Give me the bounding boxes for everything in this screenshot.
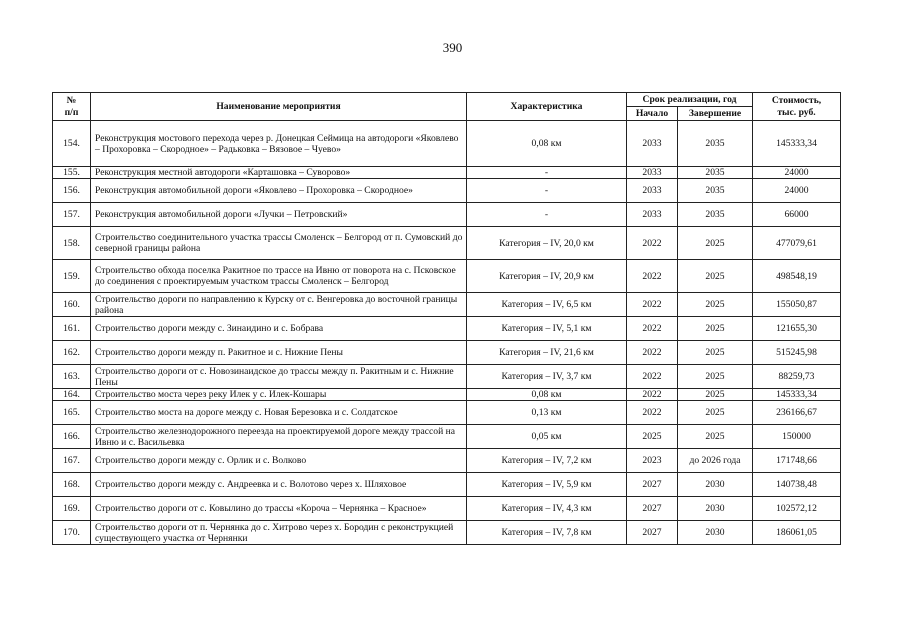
row-end-year: 2025 bbox=[678, 317, 753, 341]
table-row bbox=[53, 317, 841, 341]
row-start-year: 2027 bbox=[627, 521, 678, 545]
row-start-year: 2027 bbox=[627, 497, 678, 521]
row-start-year: 2025 bbox=[627, 425, 678, 449]
row-number: 154. bbox=[53, 121, 91, 167]
row-number: 157. bbox=[53, 203, 91, 227]
table-row bbox=[53, 121, 841, 167]
row-characteristic: 0,13 км bbox=[467, 401, 627, 425]
row-cost: 515245,98 bbox=[753, 341, 841, 365]
row-end-year: 2025 bbox=[678, 260, 753, 293]
table-row bbox=[53, 521, 841, 545]
row-number: 159. bbox=[53, 260, 91, 293]
row-name: Реконструкция местной автодороги «Карташовка – Суворово» bbox=[91, 167, 467, 179]
row-name: Строительство дороги от с. Новозинаидское до трассы между п. Ракитным и с. Нижние Пены bbox=[91, 365, 467, 389]
row-number: 165. bbox=[53, 401, 91, 425]
row-characteristic: Категория – IV, 5,1 км bbox=[467, 317, 627, 341]
row-start-year: 2033 bbox=[627, 179, 678, 203]
row-characteristic: Категория – IV, 3,7 км bbox=[467, 365, 627, 389]
table-row bbox=[53, 497, 841, 521]
header-cost bbox=[753, 93, 841, 121]
row-end-year: 2030 bbox=[678, 521, 753, 545]
row-start-year: 2022 bbox=[627, 341, 678, 365]
table-row bbox=[53, 389, 841, 401]
row-end-year: 2035 bbox=[678, 203, 753, 227]
table-row bbox=[53, 179, 841, 203]
table-row bbox=[53, 449, 841, 473]
table-row bbox=[53, 167, 841, 179]
row-number: 163. bbox=[53, 365, 91, 389]
row-number: 161. bbox=[53, 317, 91, 341]
row-characteristic: Категория – IV, 7,2 км bbox=[467, 449, 627, 473]
row-name: Строительство дороги от с. Ковылино до трассы «Короча – Чернянка – Красное» bbox=[91, 497, 467, 521]
row-characteristic: Категория – IV, 5,9 км bbox=[467, 473, 627, 497]
row-name: Строительство дороги между с. Зинаидино и с. Бобрава bbox=[91, 317, 467, 341]
table-body bbox=[53, 121, 841, 545]
header-cost-line1: Стоимость, bbox=[771, 94, 822, 106]
row-start-year: 2022 bbox=[627, 365, 678, 389]
row-name: Строительство дороги между п. Ракитное и с. Нижние Пены bbox=[91, 341, 467, 365]
row-end-year: 2035 bbox=[678, 167, 753, 179]
row-start-year: 2022 bbox=[627, 389, 678, 401]
row-characteristic: - bbox=[467, 203, 627, 227]
row-end-year: 2025 bbox=[678, 227, 753, 260]
projects-table bbox=[52, 92, 841, 545]
table-row bbox=[53, 227, 841, 260]
row-start-year: 2022 bbox=[627, 227, 678, 260]
row-characteristic: - bbox=[467, 167, 627, 179]
row-characteristic: Категория – IV, 6,5 км bbox=[467, 293, 627, 317]
row-cost: 477079,61 bbox=[753, 227, 841, 260]
row-start-year: 2022 bbox=[627, 260, 678, 293]
row-end-year: 2025 bbox=[678, 341, 753, 365]
row-name: Реконструкция мостового перехода через р. Донецкая Сеймица на автодороги «Яковлево – Прохоровка – Скородное» – Радьковка – Вязовое – Чуево» bbox=[91, 121, 467, 167]
table-row bbox=[53, 365, 841, 389]
header-name: Наименование мероприятия bbox=[91, 93, 467, 121]
row-name: Строительство дороги между с. Андреевка и с. Волотово через х. Шляховое bbox=[91, 473, 467, 497]
table-header bbox=[53, 93, 841, 121]
row-characteristic: - bbox=[467, 179, 627, 203]
row-cost: 145333,34 bbox=[753, 389, 841, 401]
row-characteristic: Категория – IV, 4,3 км bbox=[467, 497, 627, 521]
row-end-year: 2025 bbox=[678, 365, 753, 389]
row-number: 162. bbox=[53, 341, 91, 365]
row-number: 160. bbox=[53, 293, 91, 317]
row-name: Строительство дороги от п. Чернянка до с. Хитрово через х. Бородин с реконструкцией существующего участка от Чернянки bbox=[91, 521, 467, 545]
row-characteristic: 0,08 км bbox=[467, 121, 627, 167]
header-number-line1: № bbox=[66, 94, 77, 106]
header-cost-line2: тыс. руб. bbox=[777, 106, 816, 118]
row-name: Строительство моста на дороге между с. Новая Березовка и с. Солдатское bbox=[91, 401, 467, 425]
row-number: 168. bbox=[53, 473, 91, 497]
row-cost: 140738,48 bbox=[753, 473, 841, 497]
row-end-year: 2035 bbox=[678, 179, 753, 203]
row-start-year: 2022 bbox=[627, 293, 678, 317]
row-name: Реконструкция автомобильной дороги «Лучки – Петровский» bbox=[91, 203, 467, 227]
page-number: 390 bbox=[442, 40, 463, 55]
row-number: 156. bbox=[53, 179, 91, 203]
row-cost: 24000 bbox=[753, 179, 841, 203]
header-characteristic: Характеристика bbox=[467, 93, 627, 121]
row-number: 158. bbox=[53, 227, 91, 260]
row-characteristic: Категория – IV, 21,6 км bbox=[467, 341, 627, 365]
row-end-year: 2035 bbox=[678, 121, 753, 167]
row-start-year: 2022 bbox=[627, 401, 678, 425]
row-cost: 186061,05 bbox=[753, 521, 841, 545]
row-number: 169. bbox=[53, 497, 91, 521]
row-name: Строительство соединительного участка трассы Смоленск – Белгород от п. Сумовский до северной границы района bbox=[91, 227, 467, 260]
row-cost: 145333,34 bbox=[753, 121, 841, 167]
header-end: Завершение bbox=[678, 107, 753, 121]
row-characteristic: Категория – IV, 20,9 км bbox=[467, 260, 627, 293]
row-cost: 66000 bbox=[753, 203, 841, 227]
row-cost: 24000 bbox=[753, 167, 841, 179]
row-name: Строительство моста через реку Илек у с. Илек-Кошары bbox=[91, 389, 467, 401]
row-cost: 236166,67 bbox=[753, 401, 841, 425]
row-end-year: до 2026 года bbox=[678, 449, 753, 473]
row-end-year: 2030 bbox=[678, 497, 753, 521]
row-end-year: 2025 bbox=[678, 293, 753, 317]
row-cost: 155050,87 bbox=[753, 293, 841, 317]
row-number: 167. bbox=[53, 449, 91, 473]
row-name: Строительство дороги по направлению к Курску от с. Венгеровка до восточной границы района bbox=[91, 293, 467, 317]
row-cost: 121655,30 bbox=[753, 317, 841, 341]
row-characteristic: 0,08 км bbox=[467, 389, 627, 401]
table-row bbox=[53, 293, 841, 317]
row-end-year: 2025 bbox=[678, 425, 753, 449]
row-start-year: 2023 bbox=[627, 449, 678, 473]
row-name: Строительство дороги между с. Орлик и с. Волково bbox=[91, 449, 467, 473]
header-start: Начало bbox=[627, 107, 678, 121]
table-row bbox=[53, 260, 841, 293]
row-number: 170. bbox=[53, 521, 91, 545]
row-name: Строительство обхода поселка Ракитное по трассе на Ивню от поворота на с. Псковское до соединения с проектируемым участком трассы Смоленск – Белгород bbox=[91, 260, 467, 293]
table-row bbox=[53, 203, 841, 227]
row-start-year: 2027 bbox=[627, 473, 678, 497]
row-cost: 150000 bbox=[753, 425, 841, 449]
header-number bbox=[53, 93, 91, 121]
row-cost: 102572,12 bbox=[753, 497, 841, 521]
table-row bbox=[53, 425, 841, 449]
header-number-line2: п/п bbox=[64, 106, 79, 118]
row-number: 164. bbox=[53, 389, 91, 401]
row-start-year: 2033 bbox=[627, 167, 678, 179]
header-period: Срок реализации, год bbox=[627, 93, 753, 107]
row-start-year: 2033 bbox=[627, 121, 678, 167]
row-name: Реконструкция автомобильной дороги «Яковлево – Прохоровка – Скородное» bbox=[91, 179, 467, 203]
table-row bbox=[53, 473, 841, 497]
row-start-year: 2033 bbox=[627, 203, 678, 227]
table-row bbox=[53, 341, 841, 365]
row-characteristic: 0,05 км bbox=[467, 425, 627, 449]
row-end-year: 2030 bbox=[678, 473, 753, 497]
table-row bbox=[53, 401, 841, 425]
row-name: Строительство железнодорожного переезда на проектируемой дороге между трассой на Ивню и с. Васильевка bbox=[91, 425, 467, 449]
row-number: 166. bbox=[53, 425, 91, 449]
row-end-year: 2025 bbox=[678, 401, 753, 425]
row-cost: 88259,73 bbox=[753, 365, 841, 389]
row-end-year: 2025 bbox=[678, 389, 753, 401]
row-start-year: 2022 bbox=[627, 317, 678, 341]
row-cost: 498548,19 bbox=[753, 260, 841, 293]
row-cost: 171748,66 bbox=[753, 449, 841, 473]
row-number: 155. bbox=[53, 167, 91, 179]
row-characteristic: Категория – IV, 20,0 км bbox=[467, 227, 627, 260]
row-characteristic: Категория – IV, 7,8 км bbox=[467, 521, 627, 545]
